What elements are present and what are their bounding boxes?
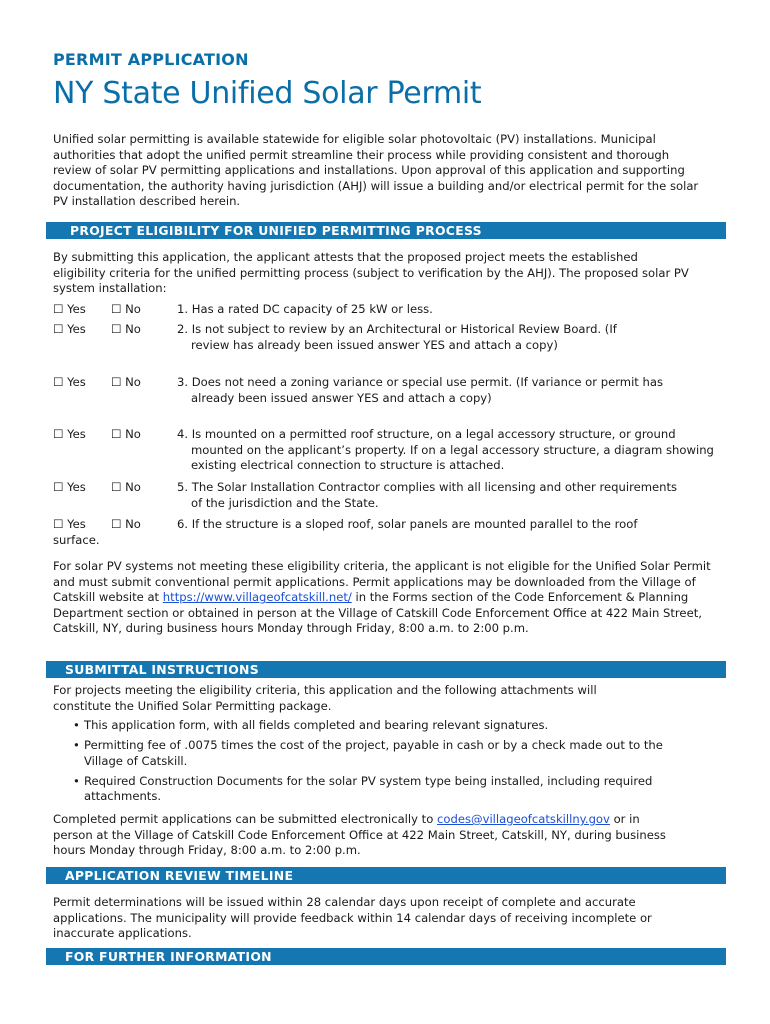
section-heading: APPLICATION REVIEW TIMELINE	[65, 868, 294, 883]
no-checkbox[interactable]: ☐ No	[111, 517, 141, 531]
section-heading: FOR FURTHER INFORMATION	[65, 949, 272, 964]
submittal-intro: For projects meeting the eligibility criteria, this application and the following attachments will constitute the Unified Solar Permitting package.	[53, 683, 597, 713]
criterion-text-wrap: surface.	[53, 533, 100, 547]
yes-checkbox[interactable]: ☐ Yes	[53, 302, 86, 316]
document-kicker: PERMIT APPLICATION	[53, 50, 249, 69]
criterion-row	[53, 427, 713, 475]
criterion-text: 4. Is mounted on a permitted roof structure, on a legal accessory structure, or ground mounted on the applicant’s property. If on a legal accessory structure, a diagram showing existing electrical connection to structure is attached.	[177, 427, 714, 473]
criterion-row	[53, 322, 713, 370]
section-bar-eligibility	[46, 222, 726, 239]
submit-text: Completed permit applications can be submitted electronically to	[53, 812, 437, 826]
submit-text-continued: or in person at the Village of Catskill Code Enforcement Office at 422 Main Street, Catskill, NY, during business hours Monday through Friday, 8:00 a.m. to 2:00 p.m.	[53, 812, 666, 858]
codes-email-link[interactable]: codes@villageofcatskillny.gov	[437, 812, 610, 826]
list-item: • This application form, with all fields completed and bearing relevant signatures.	[70, 718, 720, 734]
section-bar-submittal	[46, 661, 726, 678]
intro-paragraph: Unified solar permitting is available statewide for eligible solar photovoltaic (PV) installations. Municipal authorities that adopt the unified permit streamline their process while providing consistent and thorough review of solar PV permitting applications and installations. Upon approval of this application and supporting documentation, the authority having jurisdiction (AHJ) will issue a building and/or electrical permit for the solar PV installation described herein.	[53, 132, 699, 209]
criterion-text: 2. Is not subject to review by an Architectural or Historical Review Board. (If review has already been issued answer YES and attach a copy)	[177, 322, 617, 352]
no-checkbox[interactable]: ☐ No	[111, 480, 141, 494]
yes-checkbox[interactable]: ☐ Yes	[53, 517, 86, 531]
criterion-text: 3. Does not need a zoning variance or special use permit. (If variance or permit has already been issued answer YES and attach a copy)	[177, 375, 664, 405]
no-checkbox[interactable]: ☐ No	[111, 375, 141, 389]
section-heading: SUBMITTAL INSTRUCTIONS	[65, 662, 259, 677]
criterion-row	[53, 517, 713, 549]
village-website-link[interactable]: https://www.villageofcatskill.net/	[162, 590, 352, 605]
eligibility-intro: By submitting this application, the applicant attests that the proposed project meets the established eligibility criteria for the unified permitting process (subject to verification by the AHJ). The proposed solar PV system installation:	[53, 250, 689, 296]
no-checkbox[interactable]: ☐ No	[111, 427, 141, 441]
submit-paragraph	[53, 812, 673, 859]
timeline-paragraph: Permit determinations will be issued within 28 calendar days upon receipt of complete and accurate applications. The municipality will provide feedback within 14 calendar days of receiving incomplete or inaccurate applications.	[53, 895, 652, 941]
criterion-row	[53, 302, 713, 318]
attachment-list	[70, 718, 720, 809]
yes-checkbox[interactable]: ☐ Yes	[53, 375, 86, 389]
criterion-text: 5. The Solar Installation Contractor complies with all licensing and other requirements of the jurisdiction and the State.	[177, 480, 678, 510]
yes-checkbox[interactable]: ☐ Yes	[53, 427, 86, 441]
section-heading: PROJECT ELIGIBILITY FOR UNIFIED PERMITTING PROCESS	[70, 223, 482, 238]
yes-checkbox[interactable]: ☐ Yes	[53, 322, 86, 336]
no-checkbox[interactable]: ☐ No	[111, 302, 141, 316]
not-eligible-text-continued: in the Forms section of the Code Enforcement & Planning Department section or obtained in person at the Village of Catskill Code Enforcement Office at 422 Main Street, Catskill, NY, during business hours Monday through Friday, 8:00 a.m. to 2:00 p.m.	[53, 590, 702, 636]
criterion-row	[53, 480, 713, 512]
section-bar-timeline	[46, 867, 726, 884]
not-eligible-paragraph	[53, 559, 713, 637]
not-eligible-text: For solar PV systems not meeting these eligibility criteria, the applicant is not eligible for the Unified Solar Permit and must submit conventional permit applications. Permit applications may be downloaded from the Village of Catskill website at	[53, 559, 711, 605]
section-bar-further-info	[46, 948, 726, 965]
yes-checkbox[interactable]: ☐ Yes	[53, 480, 86, 494]
no-checkbox[interactable]: ☐ No	[111, 322, 141, 336]
page-title: NY State Unified Solar Permit	[53, 76, 482, 111]
criterion-text: 1. Has a rated DC capacity of 25 kW or less.	[177, 302, 433, 316]
criterion-text: 6. If the structure is a sloped roof, solar panels are mounted parallel to the roof	[177, 517, 638, 531]
list-item: • Permitting fee of .0075 times the cost of the project, payable in cash or by a check made out to the Village of Catskill.	[70, 738, 684, 769]
criterion-row	[53, 375, 713, 423]
list-item: • Required Construction Documents for the solar PV system type being installed, including required attachments.	[70, 774, 720, 805]
